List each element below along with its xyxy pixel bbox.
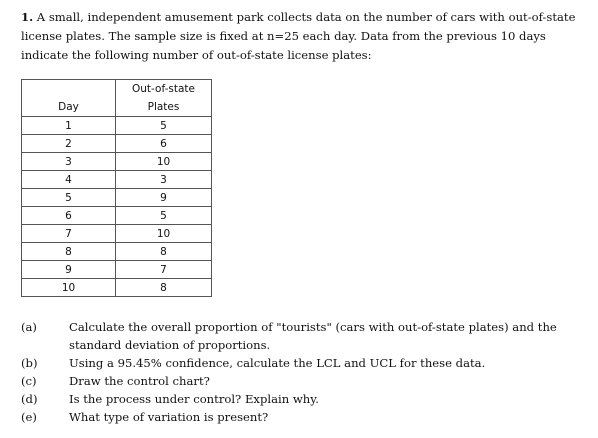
question-item: [21, 318, 591, 354]
table-row: [22, 225, 212, 243]
day-cell: 1: [22, 117, 116, 135]
header-day: Day: [22, 80, 116, 117]
question-item: [21, 408, 591, 426]
question-text: What type of variation is present?: [69, 410, 269, 424]
problem-text: A small, independent amusement park collects data on the number of cars with out-of-state license plates. The sample size is fixed at n=25 each day. Data from the previous 10 days indicate the following number of out-of-state license plates:: [21, 10, 576, 62]
question-item: [21, 372, 591, 390]
header-plates: [116, 80, 212, 117]
day-cell: 7: [22, 225, 116, 243]
header-plates-line2: Plates: [147, 101, 180, 113]
day-cell: 8: [22, 243, 116, 261]
day-cell: 2: [22, 135, 116, 153]
question-text: Is the process under control? Explain why.: [69, 392, 319, 406]
problem-statement: [21, 8, 591, 65]
day-cell: 3: [22, 153, 116, 171]
question-label: (a): [21, 320, 37, 334]
day-cell: 4: [22, 171, 116, 189]
question-list: [21, 318, 591, 426]
day-cell: 6: [22, 207, 116, 225]
question-item: [21, 390, 591, 408]
question-item: [21, 354, 591, 372]
question-text: Draw the control chart?: [69, 374, 210, 388]
table-row: [22, 207, 212, 225]
table-row: [22, 135, 212, 153]
question-label: (b): [21, 356, 38, 370]
plates-cell: 10: [116, 153, 212, 171]
table-header-row: [22, 80, 212, 117]
plates-cell: 8: [116, 279, 212, 297]
table-row: [22, 243, 212, 261]
question-label: (e): [21, 410, 37, 424]
day-cell: 9: [22, 261, 116, 279]
header-plates-line1: Out-of-state: [132, 83, 195, 95]
plates-cell: 5: [116, 207, 212, 225]
table-row: [22, 153, 212, 171]
question-label: (d): [21, 392, 38, 406]
plates-cell: 6: [116, 135, 212, 153]
table-body: [22, 117, 212, 297]
question-text: Using a 95.45% confidence, calculate the LCL and UCL for these data.: [69, 356, 486, 370]
plates-cell: 10: [116, 225, 212, 243]
problem-number: 1.: [21, 10, 34, 24]
table-row: [22, 189, 212, 207]
table-row: [22, 171, 212, 189]
plates-cell: 8: [116, 243, 212, 261]
day-cell: 10: [22, 279, 116, 297]
day-cell: 5: [22, 189, 116, 207]
question-text: Calculate the overall proportion of "tourists" (cars with out-of-state plates) and the standard deviation of proportions.: [69, 320, 557, 352]
plates-cell: 9: [116, 189, 212, 207]
question-label: (c): [21, 374, 37, 388]
table-row: [22, 279, 212, 297]
plates-cell: 7: [116, 261, 212, 279]
license-plate-table: [21, 79, 212, 297]
table-row: [22, 117, 212, 135]
table-row: [22, 261, 212, 279]
plates-cell: 3: [116, 171, 212, 189]
plates-cell: 5: [116, 117, 212, 135]
